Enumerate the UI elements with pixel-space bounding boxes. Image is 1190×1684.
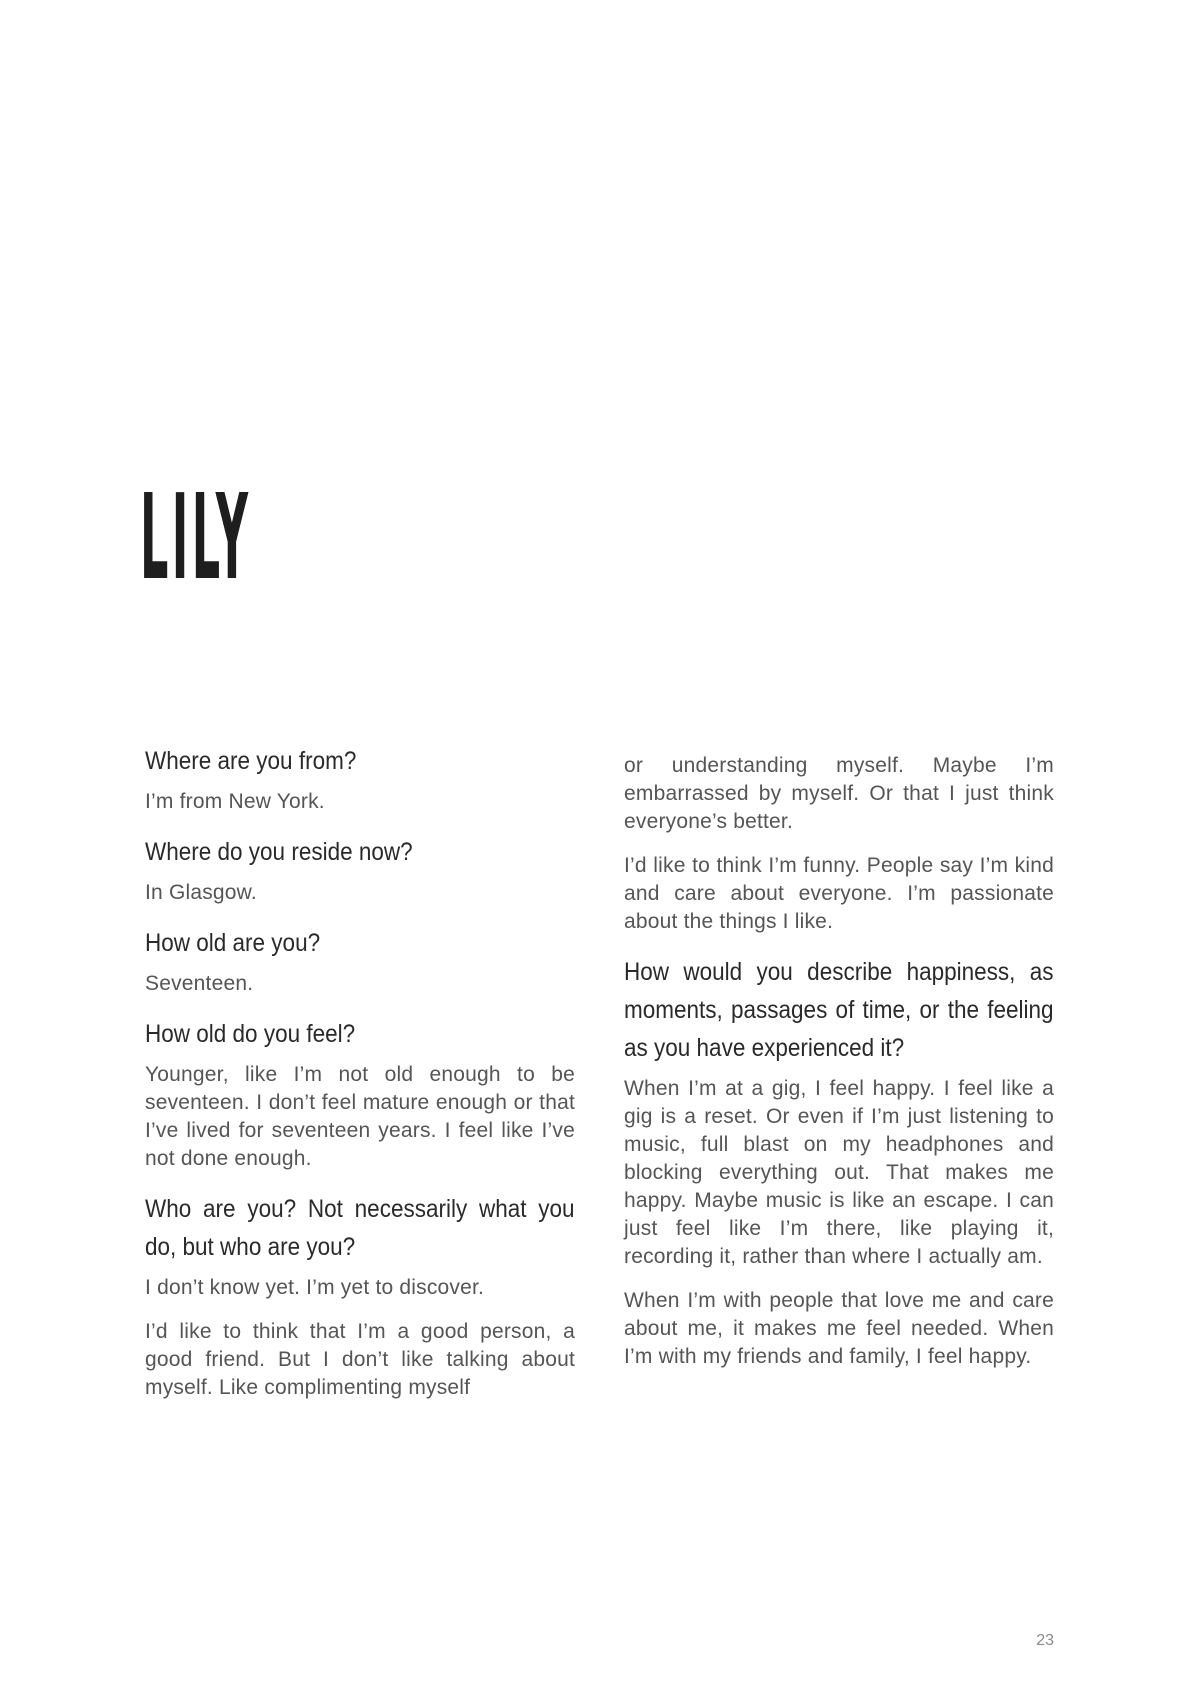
answer-paragraph: Seventeen. — [145, 972, 254, 995]
answer-paragraph: When I’m at a gig, I feel happy. I feel like a gig is a reset. Or even if I’m just listening to music, full blast on my headphones and blocking everything out. That makes me happy. Maybe music is like an escape. I can just feel like I’m there, like playing it, recording it, rather than where I actually am. — [624, 1077, 1054, 1268]
question-heading: Where are you from? — [145, 747, 357, 775]
right-column — [624, 752, 1054, 1371]
page-number: 23 — [1036, 1632, 1054, 1649]
answer-paragraph: I’m from New York. — [145, 790, 325, 813]
answer-paragraph: or understanding myself. Maybe I’m embarrassed by myself. Or that I just think everyone’s better. — [624, 754, 1054, 833]
question-heading: Where do you reside now? — [145, 838, 413, 866]
answer-paragraph: I’d like to think I’m funny. People say I’m kind and care about everyone. I’m passionate about the things I like. — [624, 854, 1054, 933]
page-title: LILY — [140, 468, 252, 606]
answer-paragraph: I don’t know yet. I’m yet to discover. — [145, 1276, 485, 1299]
question-heading: Who are you? Not necessarily what you do, but who are you? — [145, 1195, 575, 1261]
question-heading: How would you describe happiness, as moments, passages of time, or the feeling as you have experienced it? — [624, 958, 1054, 1062]
answer-paragraph: When I’m with people that love me and care about me, it makes me feel needed. When I’m with my friends and family, I feel happy. — [624, 1289, 1054, 1368]
answer-paragraph: In Glasgow. — [145, 881, 257, 904]
question-heading: How old are you? — [145, 929, 321, 957]
question-heading: How old do you feel? — [145, 1020, 356, 1048]
left-column — [145, 742, 575, 1402]
answer-paragraph: Younger, like I’m not old enough to be seventeen. I don’t feel mature enough or that I’ve lived for seventeen years. I feel like I’ve not done enough. — [145, 1063, 575, 1170]
answer-paragraph: I’d like to think that I’m a good person, a good friend. But I don’t like talking about myself. Like complimenting myself — [145, 1320, 575, 1399]
